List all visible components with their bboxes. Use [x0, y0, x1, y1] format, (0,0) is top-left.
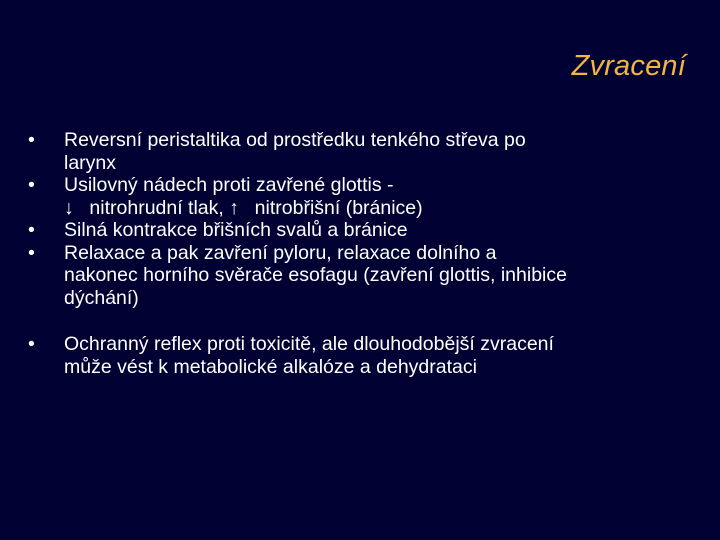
bullet-text-line-arrows — [64, 197, 698, 220]
arrow-down-icon: ↓ — [64, 196, 74, 219]
bullet-marker: • — [28, 174, 35, 196]
bullet-item-4 — [26, 242, 698, 310]
bullet-text-line: Usilovný nádech proti zavřené glottis - — [64, 174, 394, 196]
bullet-text-line: nakonec horního svěrače esofagu (zavření glottis, inhibice — [64, 264, 567, 286]
bullet-item-5 — [26, 333, 698, 378]
bullet-text-line: Reversní peristaltika od prostředku tenkého střeva po — [64, 129, 526, 151]
bullet-list — [26, 129, 698, 378]
bullet-text-fragment: nitrobřišní (bránice) — [249, 196, 423, 219]
bullet-text-line: larynx — [64, 151, 117, 174]
arrow-up-icon: ↑ — [229, 196, 239, 219]
bullet-marker: • — [28, 129, 35, 151]
bullet-text-line: dýchání) — [64, 286, 139, 309]
bullet-text-fragment: nitrohrudní tlak, — [84, 196, 230, 219]
bullet-text-line: Ochranný reflex proti toxicitě, ale dlouhodobější zvracení — [64, 333, 554, 355]
bullet-item-3 — [26, 219, 698, 242]
bullet-text-line: Silná kontrakce břišních svalů a bránice — [64, 219, 408, 241]
bullet-marker: • — [28, 219, 35, 241]
bullet-text-line: Relaxace a pak zavření pyloru, relaxace dolního a — [64, 241, 497, 264]
bullet-item-1 — [26, 129, 698, 174]
bullet-marker: • — [28, 333, 35, 355]
slide-title: Zvracení — [571, 50, 686, 82]
bullet-item-2 — [26, 174, 698, 219]
bullet-text-line: může vést k metabolické alkalóze a dehydrataci — [64, 355, 477, 378]
bullet-marker: • — [28, 241, 35, 264]
